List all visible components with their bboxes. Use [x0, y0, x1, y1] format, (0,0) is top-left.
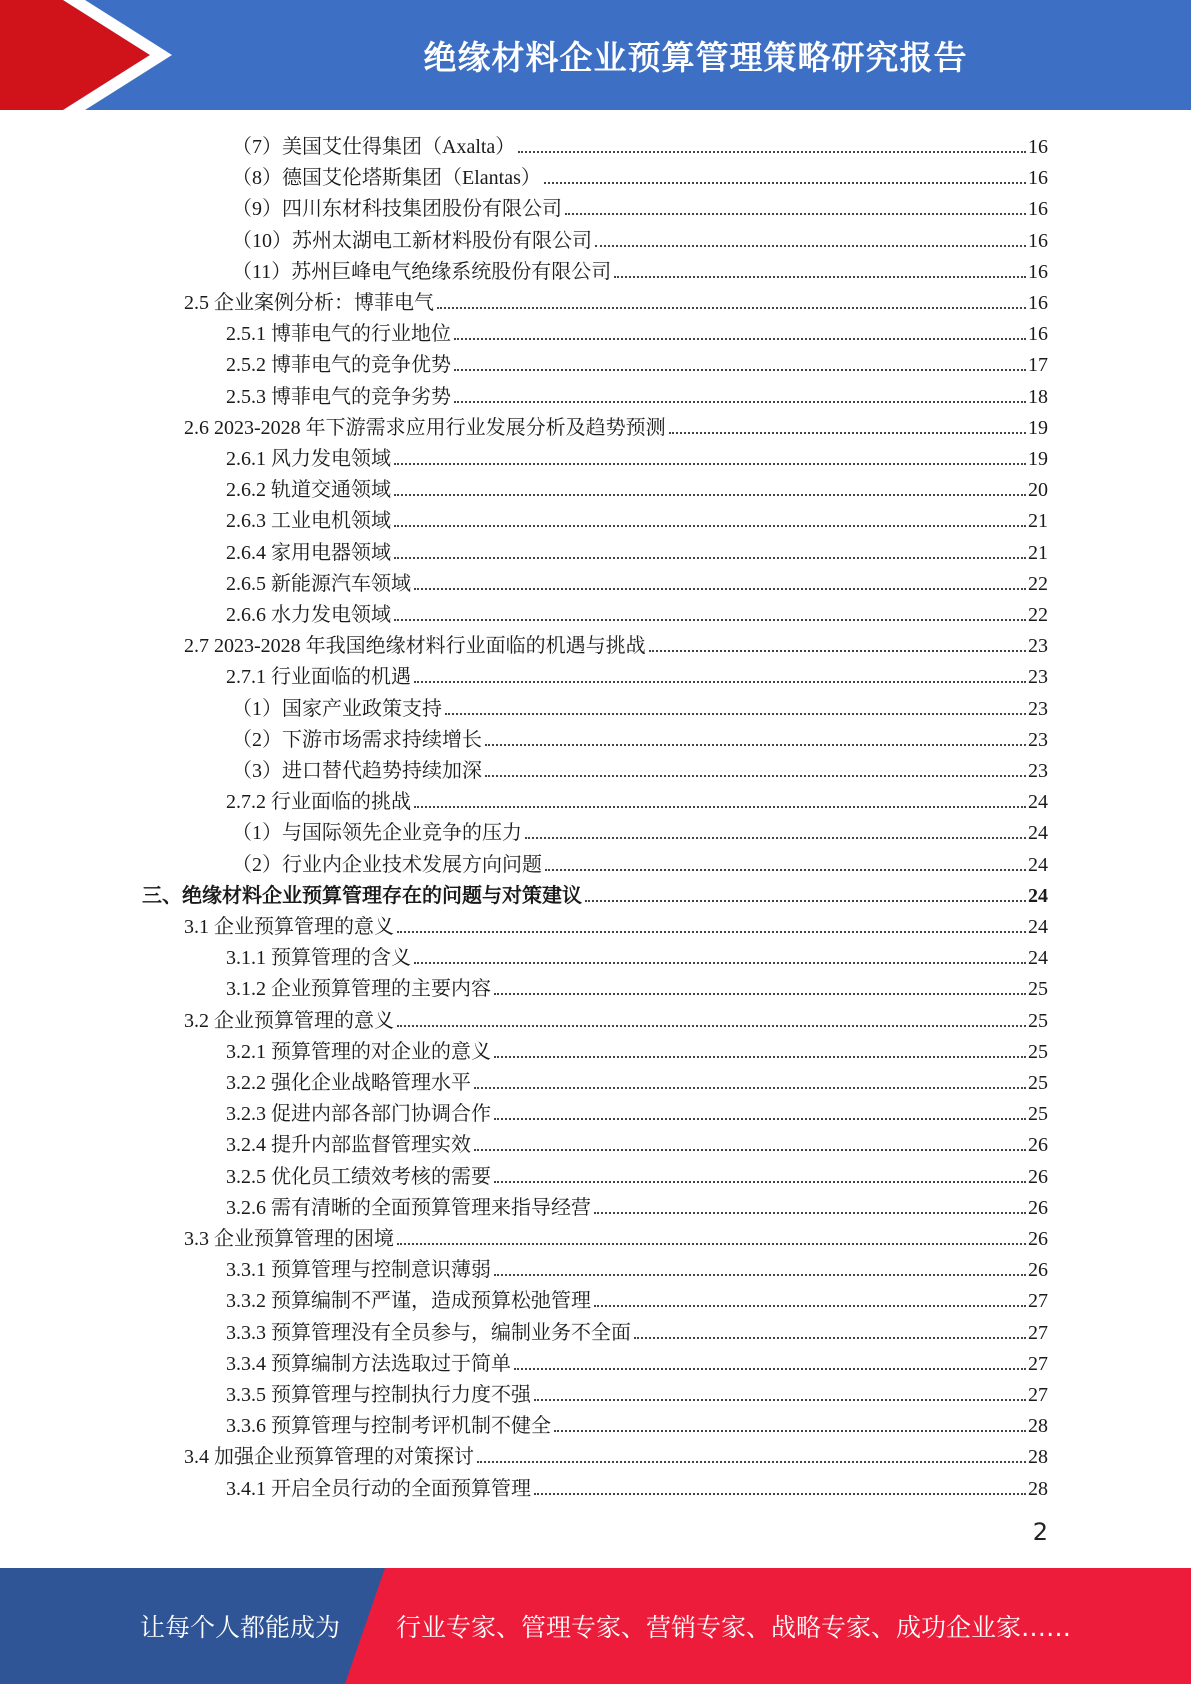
- toc-entry[interactable]: [226, 939, 1048, 970]
- toc-entry[interactable]: [232, 159, 1048, 190]
- toc-entry-page: 16: [1028, 292, 1048, 314]
- toc-dot-leader: [554, 1430, 1026, 1432]
- toc-entry-page: 21: [1028, 510, 1048, 533]
- toc-entry-page: 21: [1028, 541, 1048, 564]
- toc-entry-title: 2.5.3 博菲电气的竞争劣势: [226, 385, 451, 408]
- toc-dot-leader: [454, 401, 1026, 403]
- toc-entry[interactable]: [232, 222, 1048, 253]
- toc-entry[interactable]: [184, 1220, 1048, 1251]
- toc-entry-title: （2）下游市场需求持续增长: [232, 728, 482, 751]
- toc-dot-leader: [614, 276, 1026, 278]
- toc-entry-title: 3.2 企业预算管理的意义: [184, 1009, 394, 1032]
- toc-dot-leader: [477, 1461, 1026, 1463]
- toc-entry[interactable]: [232, 128, 1048, 159]
- header-bar: [0, 0, 1191, 110]
- toc-entry-title: 2.5 企业案例分析：博菲电气: [184, 292, 434, 314]
- toc-dot-leader: [594, 1212, 1026, 1214]
- toc-dot-leader: [494, 1274, 1026, 1276]
- toc-dot-leader: [485, 744, 1026, 746]
- toc-entry[interactable]: [226, 1314, 1048, 1345]
- toc-entry-page: 28: [1028, 1477, 1048, 1500]
- toc-entry-title: 三、绝缘材料企业预算管理存在的问题与对策建议: [142, 884, 582, 907]
- toc-entry[interactable]: [226, 378, 1048, 409]
- toc-entry-page: 17: [1028, 354, 1048, 377]
- toc-entry[interactable]: [184, 1438, 1048, 1469]
- toc-entry-page: 16: [1028, 167, 1048, 190]
- toc-dot-leader: [669, 432, 1026, 434]
- toc-entry[interactable]: [226, 1470, 1048, 1501]
- toc-entry-title: （11）苏州巨峰电气绝缘系统股份有限公司: [232, 260, 612, 283]
- toc-entry-title: 2.6.3 工业电机领域: [226, 510, 391, 533]
- toc-entry[interactable]: [226, 1033, 1048, 1064]
- toc-entry[interactable]: [184, 1002, 1048, 1033]
- toc-dot-leader: [394, 494, 1026, 496]
- toc-entry[interactable]: [184, 284, 1048, 315]
- toc-entry[interactable]: [232, 814, 1048, 845]
- toc-entry-title: 2.7.2 行业面临的挑战: [226, 791, 411, 814]
- toc-entry-page: 25: [1028, 1103, 1048, 1126]
- toc-entry-page: 25: [1028, 1072, 1048, 1094]
- toc-entry-title: 2.6 2023-2028 年下游需求应用行业发展分析及趋势预测: [184, 416, 666, 439]
- toc-dot-leader: [565, 213, 1026, 215]
- toc-dot-leader: [525, 837, 1026, 839]
- page-number: 2: [1032, 1518, 1048, 1546]
- toc-entry-title: （1）国家产业政策支持: [232, 697, 442, 720]
- toc-entry-title: 3.3 企业预算管理的困境: [184, 1228, 394, 1250]
- toc-entry-title: （2）行业内企业技术发展方向问题: [232, 853, 542, 876]
- toc-entry-title: 3.3.1 预算管理与控制意识薄弱: [226, 1259, 491, 1282]
- toc-entry-title: 3.1.1 预算管理的含义: [226, 947, 411, 970]
- toc-dot-leader: [594, 1305, 1026, 1307]
- toc-dot-leader: [634, 1337, 1026, 1339]
- toc-entry-title: 2.6.1 风力发电领域: [226, 448, 391, 470]
- toc-entry[interactable]: [226, 346, 1048, 377]
- toc-dot-leader: [414, 806, 1026, 808]
- toc-entry[interactable]: [184, 908, 1048, 939]
- toc-entry-title: 3.2.6 需有清晰的全面预算管理来指导经营: [226, 1196, 591, 1219]
- toc-entry-page: 24: [1028, 884, 1048, 907]
- toc-entry-page: 19: [1028, 448, 1048, 470]
- toc-dot-leader: [454, 369, 1026, 371]
- toc-entry-page: 25: [1028, 1009, 1048, 1032]
- toc-entry-title: 3.3.2 预算编制不严谨，造成预算松弛管理: [226, 1290, 591, 1313]
- toc-entry-page: 19: [1028, 416, 1048, 439]
- toc-entry[interactable]: [226, 1407, 1048, 1438]
- toc-entry[interactable]: [226, 783, 1048, 814]
- toc-entry-title: （3）进口替代趋势持续加深: [232, 760, 482, 782]
- toc-entry[interactable]: [226, 1189, 1048, 1220]
- toc-dot-leader: [585, 900, 1026, 902]
- toc-entry[interactable]: [226, 1282, 1048, 1313]
- toc-dot-leader: [474, 1087, 1026, 1089]
- toc-entry-page: 23: [1028, 666, 1048, 689]
- toc-dot-leader: [518, 151, 1026, 153]
- toc-entry[interactable]: [226, 534, 1048, 565]
- toc-dot-leader: [514, 1368, 1026, 1370]
- toc-dot-leader: [494, 1118, 1026, 1120]
- toc-entry-title: 2.6.2 轨道交通领域: [226, 479, 391, 502]
- toc-entry-title: 2.5.2 博菲电气的竞争优势: [226, 354, 451, 377]
- toc-dot-leader: [394, 619, 1026, 621]
- toc-dot-leader: [394, 525, 1026, 527]
- toc-entry-page: 16: [1028, 323, 1048, 346]
- toc-entry-title: （9）四川东材科技集团股份有限公司: [232, 198, 562, 221]
- toc-entry-title: 3.3.4 预算编制方法选取过于简单: [226, 1352, 511, 1375]
- toc-entry[interactable]: [232, 253, 1048, 284]
- toc-dot-leader: [394, 463, 1026, 465]
- toc-entry-page: 16: [1028, 229, 1048, 252]
- toc-dot-leader: [437, 307, 1026, 309]
- toc-entry-page: 23: [1028, 697, 1048, 720]
- toc-entry-title: 3.3.6 预算管理与控制考评机制不健全: [226, 1415, 551, 1438]
- toc-entry-title: 2.6.6 水力发电领域: [226, 604, 391, 626]
- toc-entry[interactable]: [226, 1251, 1048, 1282]
- toc-dot-leader: [544, 182, 1026, 184]
- toc-entry-page: 27: [1028, 1321, 1048, 1344]
- toc-entry-title: 2.5.1 博菲电气的行业地位: [226, 323, 451, 346]
- toc-dot-leader: [494, 1056, 1026, 1058]
- toc-entry-page: 23: [1028, 760, 1048, 782]
- toc-entry-page: 27: [1028, 1384, 1048, 1406]
- toc-entry-title: （7）美国艾仕得集团（Axalta）: [232, 136, 516, 158]
- toc-dot-leader: [545, 869, 1026, 871]
- toc-entry[interactable]: [226, 502, 1048, 533]
- toc-entry-page: 23: [1028, 635, 1048, 658]
- toc-entry-page: 23: [1028, 728, 1048, 751]
- toc-entry-page: 22: [1028, 604, 1048, 626]
- toc-dot-leader: [397, 1025, 1026, 1027]
- toc-entry-title: 3.4.1 开启全员行动的全面预算管理: [226, 1477, 531, 1500]
- toc-entry[interactable]: [226, 1376, 1048, 1407]
- toc-entry[interactable]: [226, 596, 1048, 627]
- toc-dot-leader: [414, 681, 1026, 683]
- toc-entry[interactable]: [226, 1158, 1048, 1189]
- toc-dot-leader: [494, 993, 1026, 995]
- toc-dot-leader: [414, 588, 1026, 590]
- toc-entry-title: 2.6.5 新能源汽车领域: [226, 572, 411, 595]
- toc-entry-page: 16: [1028, 198, 1048, 221]
- document-title: 绝缘材料企业预算管理策略研究报告: [423, 37, 968, 77]
- toc-dot-leader: [474, 1149, 1026, 1151]
- toc-entry[interactable]: [226, 1345, 1048, 1376]
- toc-dot-leader: [397, 1243, 1026, 1245]
- toc-entry-page: 26: [1028, 1165, 1048, 1188]
- toc-entry[interactable]: [226, 970, 1048, 1001]
- toc-entry[interactable]: [232, 190, 1048, 221]
- toc-dot-leader: [454, 338, 1026, 340]
- toc-entry[interactable]: [226, 471, 1048, 502]
- toc-entry[interactable]: [226, 658, 1048, 689]
- toc-entry-page: 28: [1028, 1446, 1048, 1469]
- toc-entry-page: 27: [1028, 1290, 1048, 1313]
- toc-entry-page: 24: [1028, 853, 1048, 876]
- toc-entry-page: 18: [1028, 385, 1048, 408]
- toc-dot-leader: [397, 931, 1026, 933]
- toc-entry-title: 2.7 2023-2028 年我国绝缘材料行业面临的机遇与挑战: [184, 635, 646, 658]
- toc-entry-title: 3.3.3 预算管理没有全员参与，编制业务不全面: [226, 1321, 631, 1344]
- toc-entry-page: 27: [1028, 1352, 1048, 1375]
- toc-entry-title: 3.2.5 优化员工绩效考核的需要: [226, 1165, 491, 1188]
- toc-dot-leader: [394, 557, 1026, 559]
- toc-entry-title: 3.4 加强企业预算管理的对策探讨: [184, 1446, 474, 1469]
- toc-entry-page: 24: [1028, 791, 1048, 814]
- toc-dot-leader: [494, 1181, 1026, 1183]
- toc-dot-leader: [414, 962, 1026, 964]
- toc-entry[interactable]: [232, 690, 1048, 721]
- toc-entry-page: 20: [1028, 479, 1048, 502]
- toc-entry-title: 3.2.2 强化企业战略管理水平: [226, 1072, 471, 1094]
- toc-entry-title: （1）与国际领先企业竞争的压力: [232, 822, 522, 845]
- toc-entry-title: 3.3.5 预算管理与控制执行力度不强: [226, 1384, 531, 1406]
- toc-entry-page: 24: [1028, 916, 1048, 938]
- toc-entry[interactable]: [184, 627, 1048, 658]
- toc-dot-leader: [649, 650, 1026, 652]
- toc-entry-page: 16: [1028, 260, 1048, 283]
- toc-entry-title: 2.7.1 行业面临的机遇: [226, 666, 411, 689]
- toc-entry-title: 3.1.2 企业预算管理的主要内容: [226, 978, 491, 1001]
- toc-entry[interactable]: [226, 440, 1048, 471]
- toc-entry-page: 24: [1028, 822, 1048, 845]
- toc-entry-title: （10）苏州太湖电工新材料股份有限公司: [232, 229, 592, 252]
- toc-entry-page: 25: [1028, 1040, 1048, 1063]
- toc-entry-page: 22: [1028, 572, 1048, 595]
- toc-entry[interactable]: [226, 315, 1048, 346]
- toc-entry[interactable]: [226, 1064, 1048, 1095]
- toc-entry[interactable]: [226, 1126, 1048, 1157]
- toc-dot-leader: [534, 1399, 1026, 1401]
- toc-entry[interactable]: [232, 721, 1048, 752]
- footer-slogan-left: 让每个人都能成为: [140, 1613, 341, 1642]
- toc-entry-title: 3.1 企业预算管理的意义: [184, 916, 394, 938]
- toc-entry-title: 3.2.3 促进内部各部门协调合作: [226, 1103, 491, 1126]
- toc-entry-title: （8）德国艾伦塔斯集团（Elantas）: [232, 167, 541, 190]
- toc-entry-page: 26: [1028, 1134, 1048, 1157]
- toc-entry-page: 26: [1028, 1196, 1048, 1219]
- toc-entry-page: 28: [1028, 1415, 1048, 1438]
- toc-entry-title: 2.6.4 家用电器领域: [226, 541, 391, 564]
- toc-dot-leader: [485, 775, 1026, 777]
- toc-entry-title: 3.2.4 提升内部监督管理实效: [226, 1134, 471, 1157]
- toc-entry[interactable]: [184, 409, 1048, 440]
- footer-banner: [0, 1568, 1191, 1684]
- toc-entry-page: 26: [1028, 1228, 1048, 1250]
- toc-entry[interactable]: [232, 752, 1048, 783]
- toc-dot-leader: [445, 713, 1026, 715]
- toc-entry-page: 16: [1028, 136, 1048, 158]
- toc-entry-page: 25: [1028, 978, 1048, 1001]
- toc-entry[interactable]: [232, 846, 1048, 877]
- toc-entry-page: 24: [1028, 947, 1048, 970]
- toc-dot-leader: [595, 245, 1026, 247]
- toc-entry-title: 3.2.1 预算管理的对企业的意义: [226, 1040, 491, 1063]
- toc-entry[interactable]: [142, 877, 1048, 908]
- toc-entry-page: 26: [1028, 1259, 1048, 1282]
- toc-dot-leader: [534, 1493, 1026, 1495]
- toc-entry[interactable]: [226, 565, 1048, 596]
- toc-entry[interactable]: [226, 1095, 1048, 1126]
- footer-slogan-right: 行业专家、管理专家、营销专家、战略专家、成功企业家……: [396, 1613, 1072, 1642]
